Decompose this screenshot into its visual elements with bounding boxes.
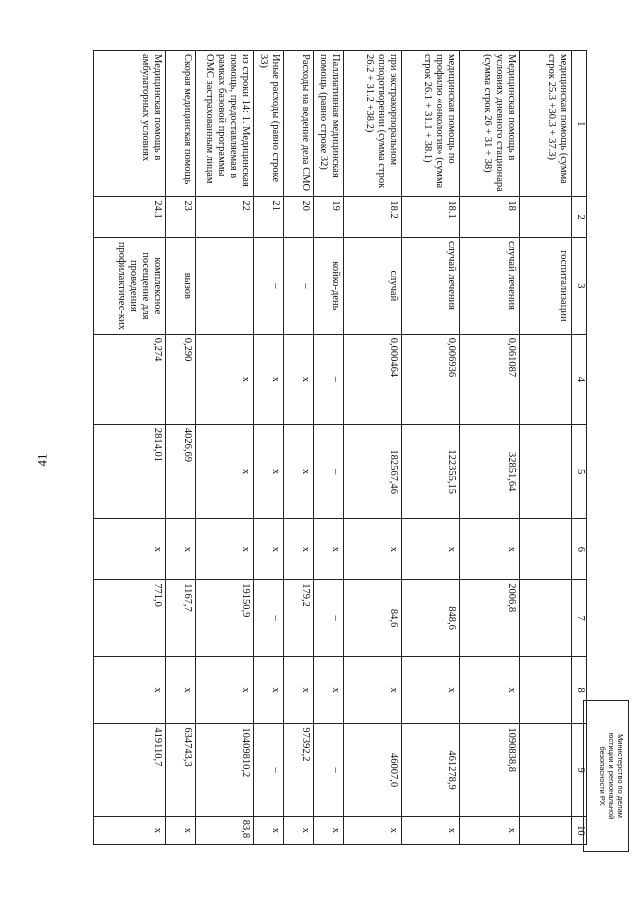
- table-cell: случай лечения: [460, 237, 520, 334]
- table-cell: 23: [166, 197, 196, 238]
- table-cell: х: [284, 816, 314, 844]
- data-table: [93, 50, 587, 845]
- table-cell: 84,6: [344, 580, 402, 657]
- table-cell: 19150,9: [196, 580, 254, 657]
- table-cell: –: [254, 580, 284, 657]
- table-cell: х: [284, 424, 314, 519]
- table-cell: х: [344, 656, 402, 724]
- table-cell: 419110,7: [94, 724, 166, 816]
- table-cell: х: [460, 816, 520, 844]
- table-cell: х: [254, 816, 284, 844]
- table-cell: х: [460, 519, 520, 580]
- table-cell: х: [460, 656, 520, 724]
- table-cell: Иные расходы (равно строке 33): [254, 51, 284, 197]
- official-stamp: [583, 700, 629, 852]
- table-cell: х: [284, 519, 314, 580]
- stamp-line: Министерство по делам: [616, 734, 625, 818]
- table-cell: 0,061087: [460, 334, 520, 424]
- table-cell: из строки 14: 1. Медицинская помощь, предоставляемая в рамках базовой программы ОМС застрахованным лицам: [196, 51, 254, 197]
- table-cell: 0,290: [166, 334, 196, 424]
- table-cell: 182567,46: [344, 424, 402, 519]
- column-header: 10: [572, 816, 587, 844]
- table-cell: –: [314, 334, 344, 424]
- table-row: [94, 51, 166, 845]
- table-cell: х: [344, 519, 402, 580]
- table-row: [166, 51, 196, 845]
- table-cell: 18: [460, 197, 520, 238]
- table-cell: х: [166, 519, 196, 580]
- column-header: 2: [572, 197, 587, 238]
- table-cell: Скорая медицинская помощь: [166, 51, 196, 197]
- column-header: 7: [572, 580, 587, 657]
- table-cell: [196, 237, 254, 334]
- table-cell: [520, 334, 572, 424]
- table-cell: –: [314, 580, 344, 657]
- table-cell: 461278,9: [402, 724, 460, 816]
- table-cell: х: [314, 656, 344, 724]
- table-cell: при экстракорпоральном оплодотворении (сумма строк 26.2 + 31.2 +38.2): [344, 51, 402, 197]
- table-cell: х: [254, 656, 284, 724]
- table-cell: Медицинская помощь в амбулаторных условиях: [94, 51, 166, 197]
- page-number: 41: [34, 453, 50, 467]
- table-row: [344, 51, 402, 845]
- table-cell: [520, 724, 572, 816]
- table-cell: 24.1: [94, 197, 166, 238]
- stamp-text: [581, 701, 628, 851]
- table-cell: медицинская помощь по профилю «онкология» (сумма строк 26.1 + 31.1 + 38.1): [402, 51, 460, 197]
- table-cell: х: [284, 656, 314, 724]
- table-cell: вызов: [166, 237, 196, 334]
- table-row: [520, 51, 572, 845]
- table-cell: –: [314, 724, 344, 816]
- table-cell: госпитализации: [520, 237, 572, 334]
- table-cell: 0,000464: [344, 334, 402, 424]
- table-cell: [520, 197, 572, 238]
- table-row: [284, 51, 314, 845]
- column-header: 6: [572, 519, 587, 580]
- table-cell: х: [94, 519, 166, 580]
- table-cell: 179,2: [284, 580, 314, 657]
- table-row: [402, 51, 460, 845]
- table-cell: х: [254, 334, 284, 424]
- table-cell: х: [314, 519, 344, 580]
- table-cell: х: [314, 816, 344, 844]
- table-cell: 97392,2: [284, 724, 314, 816]
- column-header: 8: [572, 656, 587, 724]
- table-cell: х: [166, 816, 196, 844]
- rotated-table-container: [107, 50, 587, 845]
- table-cell: 634743,3: [166, 724, 196, 816]
- table-cell: –: [254, 237, 284, 334]
- table-cell: 18.2: [344, 197, 402, 238]
- table-cell: Расходы на ведение дела СМО: [284, 51, 314, 197]
- table-row: [254, 51, 284, 845]
- table-cell: Паллиативная медицинская помощь (равно строке 32): [314, 51, 344, 197]
- table-cell: –: [314, 424, 344, 519]
- table-cell: комплексное посещение для проведения профилактичес-ких: [94, 237, 166, 334]
- column-header: 9: [572, 724, 587, 816]
- table-cell: случай лечения: [402, 237, 460, 334]
- table-cell: х: [196, 424, 254, 519]
- table-cell: 19: [314, 197, 344, 238]
- table-cell: х: [402, 816, 460, 844]
- table-cell: 20: [284, 197, 314, 238]
- table-row: [196, 51, 254, 845]
- table-cell: 83,8: [196, 816, 254, 844]
- table-cell: х: [344, 816, 402, 844]
- table-cell: [520, 580, 572, 657]
- table-cell: 0,274: [94, 334, 166, 424]
- table-cell: 18.1: [402, 197, 460, 238]
- column-header: 4: [572, 334, 587, 424]
- table-cell: Медицинская помощь в условиях дневного стационара (сумма строк 26 + 31 + 38): [460, 51, 520, 197]
- table-cell: х: [254, 424, 284, 519]
- table-cell: х: [196, 334, 254, 424]
- column-header: 5: [572, 424, 587, 519]
- table-cell: 2006,8: [460, 580, 520, 657]
- table-cell: 2814,01: [94, 424, 166, 519]
- table-cell: 21: [254, 197, 284, 238]
- table-cell: х: [94, 816, 166, 844]
- table-cell: 22: [196, 197, 254, 238]
- table-cell: х: [166, 656, 196, 724]
- table-cell: койко-день: [314, 237, 344, 334]
- table-cell: [520, 424, 572, 519]
- table-cell: [520, 656, 572, 724]
- table-cell: 848,6: [402, 580, 460, 657]
- table-cell: х: [402, 519, 460, 580]
- table-cell: х: [402, 656, 460, 724]
- table-cell: х: [254, 519, 284, 580]
- table-cell: 1167,7: [166, 580, 196, 657]
- table-cell: [520, 816, 572, 844]
- table-cell: –: [254, 724, 284, 816]
- table-cell: 10409810,2: [196, 724, 254, 816]
- stamp-line: юстиции и региональной: [607, 732, 616, 820]
- table-cell: 122355,15: [402, 424, 460, 519]
- table-row: [314, 51, 344, 845]
- column-header: 1: [572, 51, 587, 197]
- stamp-line: безопасности РХ: [598, 746, 607, 806]
- table-cell: х: [196, 656, 254, 724]
- table-cell: х: [284, 334, 314, 424]
- table-cell: случай: [344, 237, 402, 334]
- table-cell: 32851,64: [460, 424, 520, 519]
- table-cell: 771,0: [94, 580, 166, 657]
- column-header: 3: [572, 237, 587, 334]
- table-row: [460, 51, 520, 845]
- table-cell: 0,006936: [402, 334, 460, 424]
- table-cell: [520, 519, 572, 580]
- table-cell: медицинская помощь (сумма строк 25.3 +30.3 + 37.3): [520, 51, 572, 197]
- table-cell: 46007,0: [344, 724, 402, 816]
- table-cell: 4026,69: [166, 424, 196, 519]
- table-cell: –: [284, 237, 314, 334]
- table-cell: х: [94, 656, 166, 724]
- table-cell: 1090838,8: [460, 724, 520, 816]
- table-cell: х: [196, 519, 254, 580]
